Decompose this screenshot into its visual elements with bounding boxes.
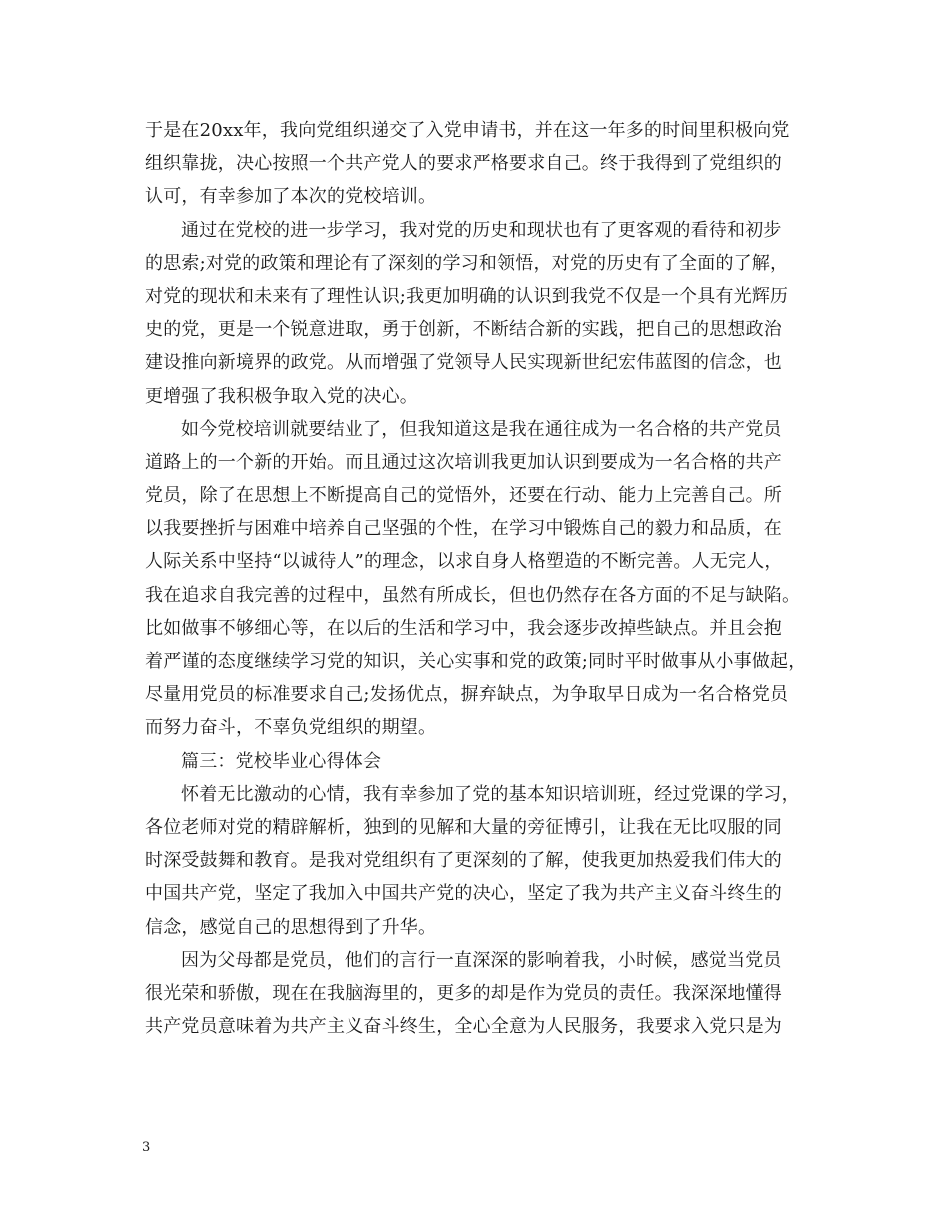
text-line: 的思索;对党的政策和理论有了深刻的学习和领悟，对党的历史有了全面的了解， [145,252,789,274]
text-line: 通过在党校的进一步学习，我对党的历史和现状也有了更客观的看待和初步 [181,219,782,241]
page-number: 3 [142,1140,151,1155]
text-line: 我在追求自我完善的过程中，虽然有所成长，但也仍然存在各方面的不足与缺陷。 [145,584,801,606]
text-line: 建设推向新境界的政党。从而增强了党领导人民实现新世纪宏伟蓝图的信念，也 [145,352,782,374]
text-line: 组织靠拢，决心按照一个共产党人的要求严格要求自己。终于我得到了党组织的 [145,153,782,175]
text-line: 而努力奋斗，不辜负党组织的期望。 [145,717,437,739]
text-line: 认可，有幸参加了本次的党校培训。 [145,186,437,208]
text-line: 对党的现状和未来有了理性认识;我更加明确的认识到我党不仅是一个具有光辉历 [145,285,789,307]
text-line: 以我要挫折与困难中培养自己坚强的个性，在学习中锻炼自己的毅力和品质，在 [145,518,782,540]
document-body [145,116,825,1045]
text-line: 于是在20xx年，我向党组织递交了入党申请书，并在这一年多的时间里积极向党 [145,120,790,141]
text-line: 怀着无比激动的心情，我有幸参加了党的基本知识培训班，经过党课的学习， [181,783,800,805]
text-line: 因为父母都是党员，他们的言行一直深深的影响着我，小时候，感觉当党员 [181,949,782,971]
text-line: 时深受鼓舞和教育。是我对党组织有了更深刻的了解，使我更加热爱我们伟大的 [145,850,782,872]
text-line: 道路上的一个新的开始。而且通过这次培训我更加认识到要成为一名合格的共产 [145,451,782,473]
text-line: 史的党，更是一个锐意进取，勇于创新，不断结合新的实践，把自己的思想政治 [145,319,782,341]
text-line: 党员，除了在思想上不断提高自己的觉悟外，还要在行动、能力上完善自己。所 [145,485,782,507]
text-line: 比如做事不够细心等，在以后的生活和学习中，我会逐步改掉些缺点。并且会抱 [145,617,782,639]
text-line: 更增强了我积极争取入党的决心。 [145,385,418,407]
text-line: 篇三：党校毕业心得体会 [181,750,382,772]
text-line: 如今党校培训就要结业了，但我知道这是我在通往成为一名合格的共产党员 [181,418,782,440]
text-line: 很光荣和骄傲，现在在我脑海里的，更多的却是作为党员的责任。我深深地懂得 [145,982,782,1004]
text-line: 共产党员意味着为共产主义奋斗终生，全心全意为人民服务，我要求入党只是为 [145,1016,782,1038]
text-line: 中国共产党，坚定了我加入中国共产党的决心，坚定了我为共产主义奋斗终生的 [145,883,782,905]
text-line: 信念，感觉自己的思想得到了升华。 [145,916,437,938]
text-line: 人际关系中坚持“以诚待人”的理念，以求自身人格塑造的不断完善。人无完人， [145,551,783,573]
text-line: 各位老师对党的精辟解析，独到的见解和大量的旁征博引，让我在无比叹服的同 [145,816,782,838]
text-line: 着严谨的态度继续学习党的知识，关心实事和党的政策;同时平时做事从小事做起， [145,651,807,672]
text-line: 尽量用党员的标准要求自己;发扬优点，摒弃缺点，为争取早日成为一名合格党员 [145,684,789,706]
